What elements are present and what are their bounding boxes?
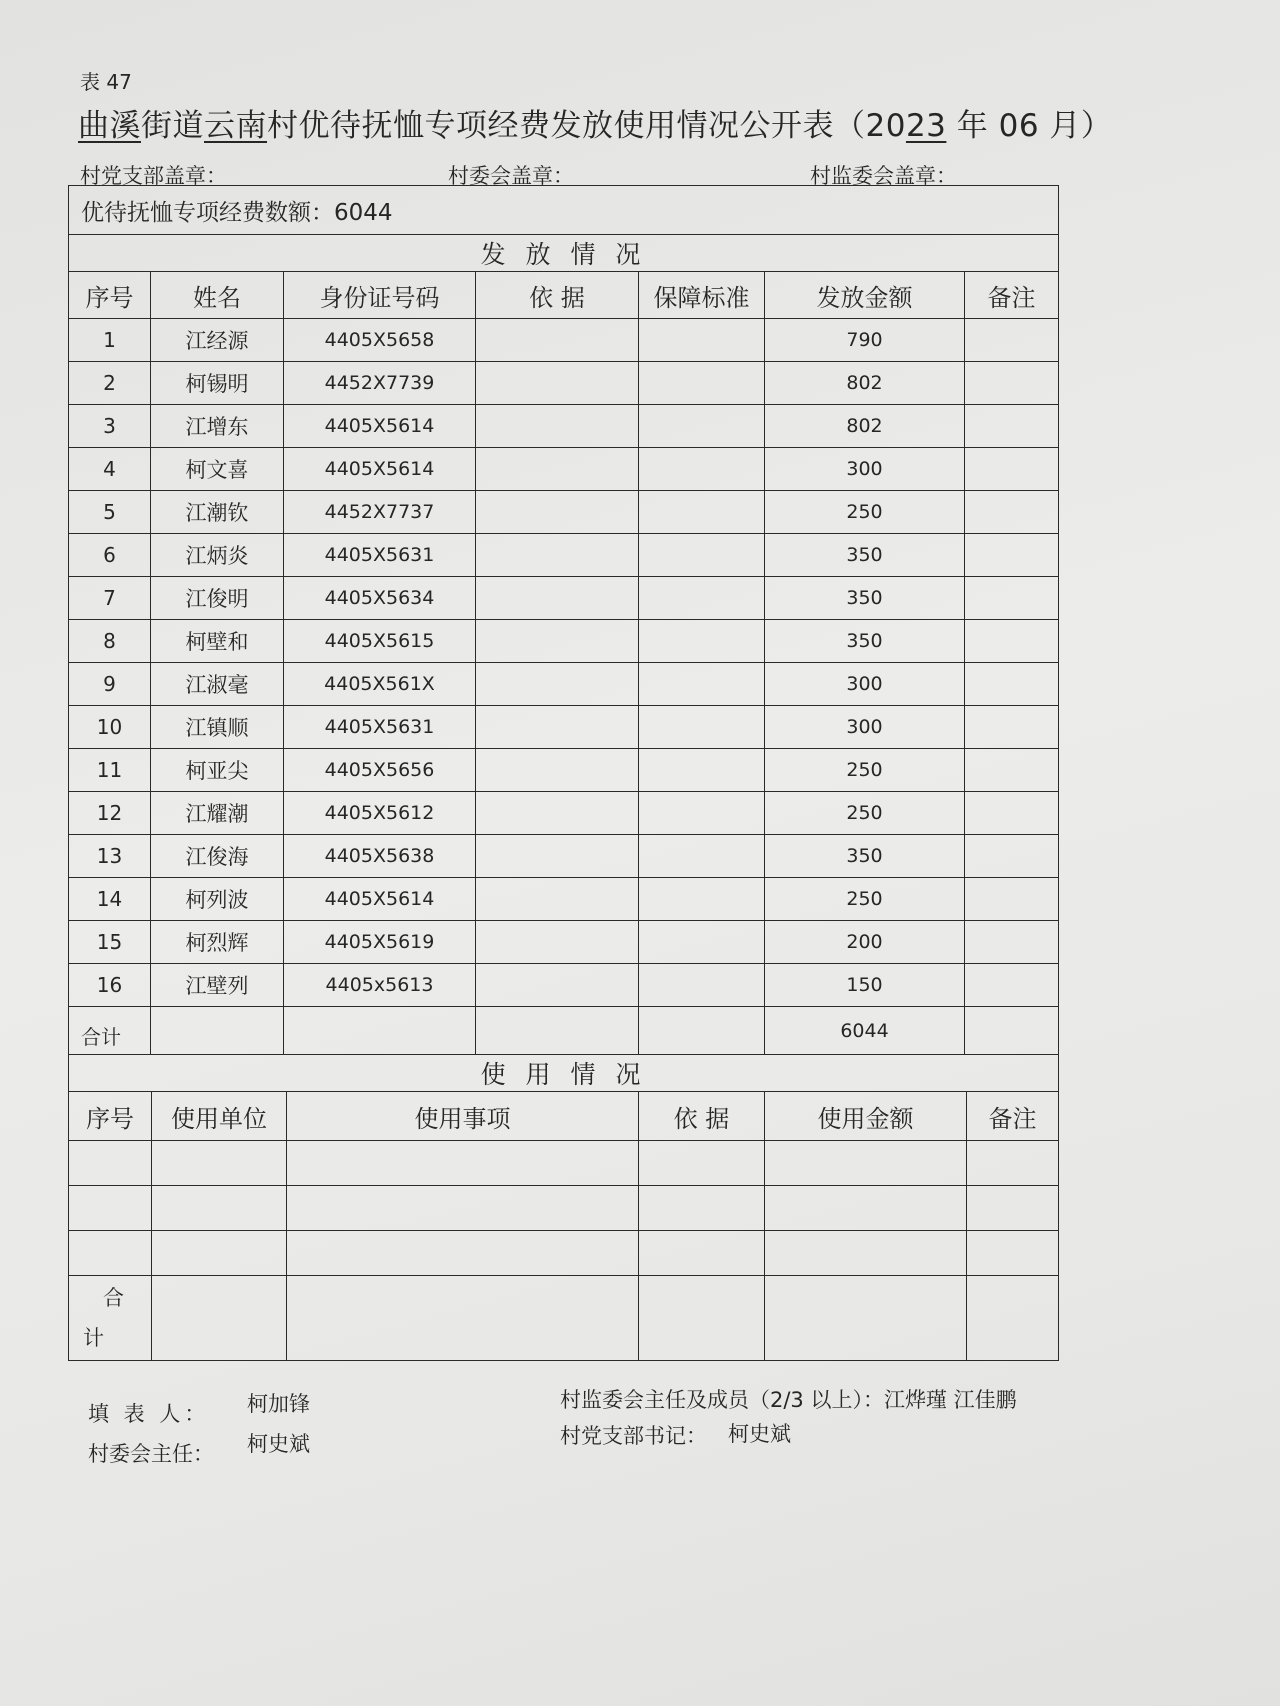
cell-remark — [965, 878, 1059, 921]
cell-basis — [476, 362, 639, 405]
table-row — [69, 878, 1059, 921]
usage-cell — [69, 1231, 152, 1276]
cell-standard — [639, 878, 765, 921]
usage-cell — [765, 1231, 967, 1276]
usage-total-cell — [639, 1276, 765, 1361]
total-name — [151, 1007, 284, 1055]
usage-table — [68, 1055, 1059, 1361]
cell-amount: 790 — [765, 319, 965, 362]
usage-row — [69, 1141, 1059, 1186]
total-basis — [476, 1007, 639, 1055]
cell-no: 4 — [69, 448, 151, 491]
disbursement-rows — [69, 319, 1059, 1007]
header-amount: 发放金额 — [765, 272, 965, 319]
cell-remark — [965, 835, 1059, 878]
cell-id-number: 4405X5631 — [284, 706, 476, 749]
cell-name: 柯亚尖 — [151, 749, 284, 792]
cell-name: 江耀潮 — [151, 792, 284, 835]
table-row — [69, 835, 1059, 878]
cell-basis — [476, 577, 639, 620]
disbursement-section-title: 发 放 情 况 — [69, 235, 1059, 272]
cell-standard — [639, 835, 765, 878]
cell-name: 江增东 — [151, 405, 284, 448]
usage-cell — [69, 1141, 152, 1186]
form-tables — [68, 185, 1058, 1361]
cell-basis — [476, 792, 639, 835]
usage-section-title: 使 用 情 况 — [69, 1055, 1059, 1092]
cell-remark — [965, 964, 1059, 1007]
cell-no: 7 — [69, 577, 151, 620]
cell-no: 13 — [69, 835, 151, 878]
cell-standard — [639, 663, 765, 706]
fund-amount-value: 6044 — [334, 199, 393, 226]
total-amount: 6044 — [765, 1007, 965, 1055]
cell-basis — [476, 620, 639, 663]
cell-amount: 350 — [765, 577, 965, 620]
fund-amount-row — [69, 186, 1059, 235]
cell-name: 柯列波 — [151, 878, 284, 921]
title-text-2: 村优待抚恤专项经费发放使用情况公开表（20 — [267, 108, 906, 144]
cell-remark — [965, 792, 1059, 835]
cell-name: 江俊明 — [151, 577, 284, 620]
usage-header-amount: 使用金额 — [765, 1092, 967, 1141]
cell-amount: 250 — [765, 491, 965, 534]
cell-standard — [639, 362, 765, 405]
cell-id-number: 4405X5634 — [284, 577, 476, 620]
director-label: 村委会主任： — [88, 1442, 214, 1466]
cell-amount: 300 — [765, 706, 965, 749]
form-number: 表 47 — [80, 70, 132, 94]
usage-cell — [152, 1141, 287, 1186]
header-id-number: 身份证号码 — [284, 272, 476, 319]
fund-amount-label: 优待抚恤专项经费数额： — [81, 199, 334, 226]
cell-basis — [476, 921, 639, 964]
usage-total-cell — [152, 1276, 287, 1361]
cell-remark — [965, 362, 1059, 405]
header-no: 序号 — [69, 272, 151, 319]
usage-header-no: 序号 — [69, 1092, 152, 1141]
disbursement-header-row — [69, 272, 1059, 319]
cell-name: 柯文喜 — [151, 448, 284, 491]
table-row — [69, 921, 1059, 964]
disbursement-total-row — [69, 1007, 1059, 1055]
cell-remark — [965, 577, 1059, 620]
cell-basis — [476, 749, 639, 792]
usage-cell — [287, 1186, 639, 1231]
cell-standard — [639, 448, 765, 491]
cell-basis — [476, 878, 639, 921]
cell-amount: 250 — [765, 749, 965, 792]
cell-amount: 250 — [765, 878, 965, 921]
usage-cell — [765, 1141, 967, 1186]
filler-name: 柯加锋 — [247, 1392, 310, 1416]
usage-header-remark: 备注 — [967, 1092, 1059, 1141]
title-village: 云南 — [204, 108, 267, 144]
table-row — [69, 534, 1059, 577]
cell-remark — [965, 620, 1059, 663]
total-remark — [965, 1007, 1059, 1055]
usage-header-unit: 使用单位 — [152, 1092, 287, 1141]
table-row — [69, 749, 1059, 792]
cell-basis — [476, 491, 639, 534]
cell-no: 15 — [69, 921, 151, 964]
usage-total-label-top: 合 — [103, 1286, 124, 1310]
table-row — [69, 792, 1059, 835]
usage-total-row — [69, 1276, 1059, 1361]
cell-standard — [639, 921, 765, 964]
cell-no: 11 — [69, 749, 151, 792]
table-row — [69, 577, 1059, 620]
cell-id-number: 4405X561X — [284, 663, 476, 706]
secretary-name: 柯史斌 — [728, 1422, 791, 1446]
usage-row — [69, 1231, 1059, 1276]
cell-basis — [476, 448, 639, 491]
usage-total-cell — [967, 1276, 1059, 1361]
header-name: 姓名 — [151, 272, 284, 319]
cell-id-number: 4405X5612 — [284, 792, 476, 835]
cell-remark — [965, 491, 1059, 534]
table-row — [69, 491, 1059, 534]
cell-standard — [639, 491, 765, 534]
usage-row — [69, 1186, 1059, 1231]
table-row — [69, 448, 1059, 491]
usage-cell — [287, 1141, 639, 1186]
usage-cell — [765, 1186, 967, 1231]
cell-id-number: 4405X5615 — [284, 620, 476, 663]
cell-name: 江镇顺 — [151, 706, 284, 749]
usage-header-row — [69, 1092, 1059, 1141]
cell-amount: 350 — [765, 835, 965, 878]
cell-remark — [965, 749, 1059, 792]
total-standard — [639, 1007, 765, 1055]
usage-total-label — [69, 1276, 152, 1361]
supervisory-committee-stamp-label: 村监委会盖章： — [810, 164, 957, 188]
cell-standard — [639, 405, 765, 448]
cell-standard — [639, 534, 765, 577]
table-row — [69, 706, 1059, 749]
cell-remark — [965, 706, 1059, 749]
party-branch-stamp-label: 村党支部盖章： — [80, 164, 227, 188]
table-row — [69, 319, 1059, 362]
cell-id-number: 4405x5613 — [284, 964, 476, 1007]
header-basis: 依 据 — [476, 272, 639, 319]
cell-basis — [476, 405, 639, 448]
supervisors-line: 村监委会主任及成员（2/3 以上）：江烨瑾 江佳鹏 — [560, 1388, 1017, 1412]
cell-standard — [639, 964, 765, 1007]
cell-name: 江经源 — [151, 319, 284, 362]
title-text-3: 年 06 月） — [946, 108, 1113, 144]
usage-cell — [967, 1186, 1059, 1231]
cell-no: 1 — [69, 319, 151, 362]
usage-header-item: 使用事项 — [287, 1092, 639, 1141]
usage-cell — [287, 1231, 639, 1276]
cell-no: 14 — [69, 878, 151, 921]
cell-amount: 250 — [765, 792, 965, 835]
cell-no: 12 — [69, 792, 151, 835]
cell-remark — [965, 405, 1059, 448]
usage-cell — [967, 1231, 1059, 1276]
cell-no: 16 — [69, 964, 151, 1007]
fund-amount-cell — [69, 186, 1059, 235]
table-row — [69, 362, 1059, 405]
cell-id-number: 4405X5614 — [284, 405, 476, 448]
usage-cell — [967, 1141, 1059, 1186]
cell-basis — [476, 706, 639, 749]
cell-basis — [476, 663, 639, 706]
cell-basis — [476, 319, 639, 362]
title-year-suffix: 23 — [905, 108, 947, 144]
cell-standard — [639, 792, 765, 835]
cell-remark — [965, 448, 1059, 491]
header-standard: 保障标准 — [639, 272, 765, 319]
cell-standard — [639, 319, 765, 362]
cell-amount: 300 — [765, 663, 965, 706]
cell-no: 2 — [69, 362, 151, 405]
cell-id-number: 4405X5638 — [284, 835, 476, 878]
cell-id-number: 4405X5619 — [284, 921, 476, 964]
page-title — [78, 100, 1112, 145]
cell-remark — [965, 921, 1059, 964]
usage-header-basis: 依 据 — [639, 1092, 765, 1141]
cell-id-number: 4452X7739 — [284, 362, 476, 405]
cell-name: 柯锡明 — [151, 362, 284, 405]
table-row — [69, 663, 1059, 706]
table-row — [69, 620, 1059, 663]
filler-label: 填 表 人： — [88, 1402, 210, 1426]
cell-standard — [639, 749, 765, 792]
cell-name: 江潮钦 — [151, 491, 284, 534]
disbursement-table — [68, 185, 1059, 1055]
cell-amount: 350 — [765, 620, 965, 663]
cell-name: 柯烈辉 — [151, 921, 284, 964]
cell-id-number: 4405X5631 — [284, 534, 476, 577]
cell-id-number: 4405X5614 — [284, 878, 476, 921]
usage-total-cell — [765, 1276, 967, 1361]
cell-basis — [476, 964, 639, 1007]
cell-amount: 200 — [765, 921, 965, 964]
cell-standard — [639, 577, 765, 620]
table-row — [69, 964, 1059, 1007]
cell-remark — [965, 319, 1059, 362]
usage-cell — [639, 1186, 765, 1231]
usage-total-cell — [287, 1276, 639, 1361]
usage-cell — [152, 1231, 287, 1276]
secretary-label: 村党支部书记： — [560, 1424, 707, 1448]
cell-standard — [639, 706, 765, 749]
cell-no: 6 — [69, 534, 151, 577]
village-committee-stamp-label: 村委会盖章： — [448, 164, 574, 188]
cell-id-number: 4405X5658 — [284, 319, 476, 362]
cell-no: 10 — [69, 706, 151, 749]
cell-amount: 802 — [765, 405, 965, 448]
director-name: 柯史斌 — [247, 1432, 310, 1456]
usage-cell — [152, 1186, 287, 1231]
cell-standard — [639, 620, 765, 663]
usage-section-row — [69, 1055, 1059, 1092]
cell-no: 9 — [69, 663, 151, 706]
cell-name: 江淑毫 — [151, 663, 284, 706]
cell-name: 江俊海 — [151, 835, 284, 878]
title-street: 曲溪 — [78, 108, 141, 144]
cell-id-number: 4405X5614 — [284, 448, 476, 491]
usage-cell — [69, 1186, 152, 1231]
table-row — [69, 405, 1059, 448]
total-label: 合计 — [69, 1007, 151, 1055]
cell-no: 8 — [69, 620, 151, 663]
cell-amount: 150 — [765, 964, 965, 1007]
cell-basis — [476, 534, 639, 577]
cell-name: 江炳炎 — [151, 534, 284, 577]
total-id-number — [284, 1007, 476, 1055]
cell-id-number: 4452X7737 — [284, 491, 476, 534]
cell-remark — [965, 534, 1059, 577]
cell-amount: 350 — [765, 534, 965, 577]
title-text-1: 街道 — [141, 108, 204, 144]
cell-no: 5 — [69, 491, 151, 534]
cell-remark — [965, 663, 1059, 706]
cell-amount: 802 — [765, 362, 965, 405]
cell-amount: 300 — [765, 448, 965, 491]
usage-total-label-bottom: 计 — [83, 1326, 104, 1350]
usage-cell — [639, 1231, 765, 1276]
cell-no: 3 — [69, 405, 151, 448]
cell-name: 江壁列 — [151, 964, 284, 1007]
cell-basis — [476, 835, 639, 878]
cell-id-number: 4405X5656 — [284, 749, 476, 792]
disbursement-section-row — [69, 235, 1059, 272]
usage-cell — [639, 1141, 765, 1186]
header-remark: 备注 — [965, 272, 1059, 319]
cell-name: 柯壁和 — [151, 620, 284, 663]
